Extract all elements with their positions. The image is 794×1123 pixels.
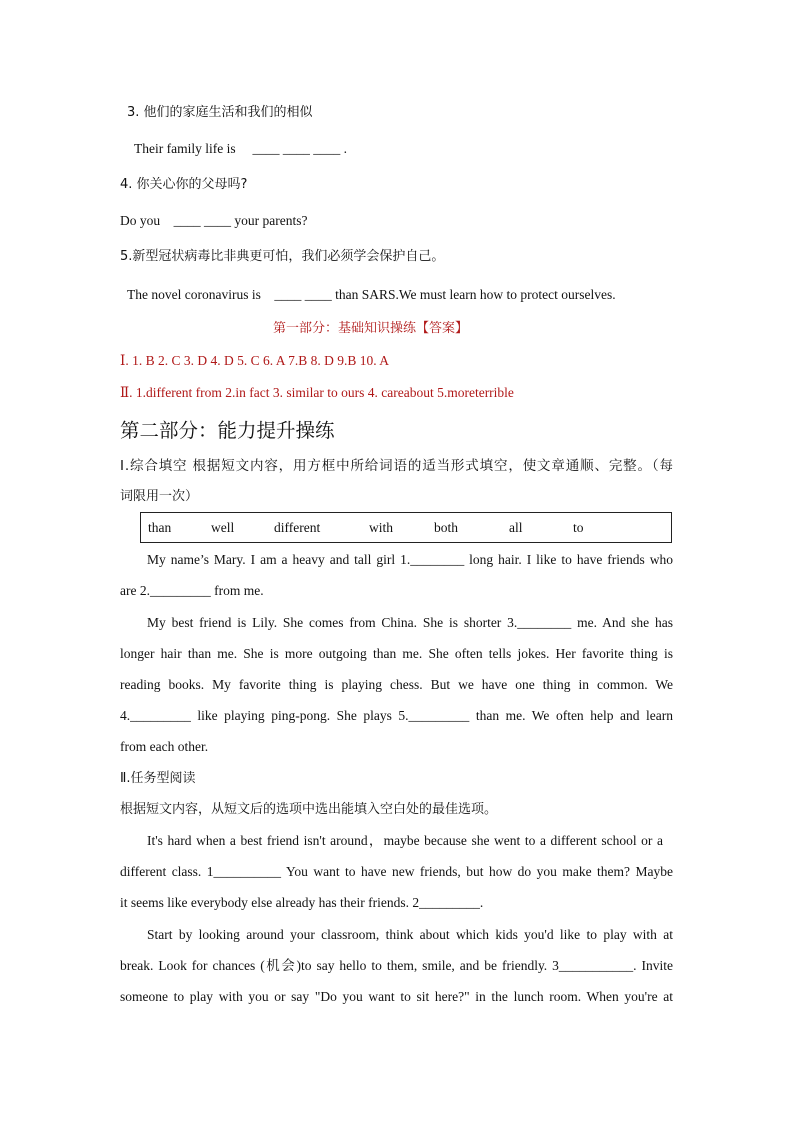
section-1-title: Ⅰ.综合填空 根据短文内容，用方框中所给词语的适当形式填空，使文章通顺、完整。（每 bbox=[120, 458, 673, 474]
question-3-english: Their family life is ____ ____ ____ . bbox=[134, 141, 347, 156]
section-2-instructions: 根据短文内容，从短文后的选项中选出能填入空白处的最佳选项。 bbox=[120, 802, 498, 817]
question-5-chinese: 5.新型冠状病毒比非典更可怕，我们必须学会保护自己。 bbox=[120, 249, 445, 264]
word-box-item: both bbox=[434, 520, 459, 535]
passage-1-line: 4._________ like playing ping-pong. She plays 5._________ than me. We often help and learn bbox=[120, 708, 673, 723]
word-box-item: well bbox=[211, 520, 235, 535]
answer-title: 第一部分：基础知识操练【答案】 bbox=[273, 321, 469, 336]
passage-1-line: reading books. My favorite thing is playing chess. But we have one thing in common. We bbox=[120, 677, 673, 692]
passage-2-line: It's hard when a best friend isn't around，maybe because she went to a different school or a bbox=[147, 833, 663, 848]
passage-2-line: someone to play with you or say "Do you want to sit here?" in the lunch room. When you're at bbox=[120, 989, 673, 1004]
passage-1-line: from each other. bbox=[120, 739, 209, 754]
section-1-title-continued: 词限用一次） bbox=[120, 489, 199, 504]
word-box-item: with bbox=[369, 520, 394, 535]
passage-1-line: longer hair than me. She is more outgoing than me. She often tells jokes. Her favorite thing is bbox=[120, 646, 673, 661]
part-2-heading: 第二部分：能力提升操练 bbox=[120, 419, 335, 442]
question-3-chinese: 3. 他们的家庭生活和我们的相似 bbox=[127, 105, 313, 120]
word-box-item: different bbox=[274, 520, 321, 535]
answers-section-2: Ⅱ. 1.different from 2.in fact 3. similar to ours 4. careabout 5.moreterrible bbox=[120, 385, 514, 400]
section-2-title: Ⅱ.任务型阅读 bbox=[120, 771, 196, 786]
passage-1-line: are 2._________ from me. bbox=[120, 583, 264, 598]
word-box-item: to bbox=[573, 520, 584, 535]
passage-1-line: My name’s Mary. I am a heavy and tall girl 1.________ long hair. I like to have friends who bbox=[147, 552, 673, 567]
passage-2-line: it seems like everybody else already has their friends. 2_________. bbox=[120, 895, 484, 910]
word-box bbox=[140, 512, 672, 543]
question-4-english: Do you ____ ____ your parents? bbox=[120, 213, 308, 228]
passage-1-line: My best friend is Lily. She comes from China. She is shorter 3.________ me. And she has bbox=[147, 615, 673, 630]
word-box-item: than bbox=[148, 520, 172, 535]
passage-2-line: break. Look for chances (机会)to say hello to them, smile, and be friendly. 3___________. Invite bbox=[120, 958, 673, 973]
word-box-item: all bbox=[509, 520, 523, 535]
question-4-chinese: 4. 你关心你的父母吗? bbox=[120, 177, 248, 192]
passage-2-line: Start by looking around your classroom, think about which kids you'd like to play with at bbox=[147, 927, 673, 942]
question-5-english: The novel coronavirus is ____ ____ than SARS.We must learn how to protect ourselves. bbox=[127, 287, 616, 302]
passage-2-line: different class. 1__________ You want to have new friends, but how do you make them? Maybe bbox=[120, 864, 673, 879]
answers-section-1: Ⅰ. 1. B 2. C 3. D 4. D 5. C 6. A 7.B 8. D 9.B 10. A bbox=[120, 353, 389, 368]
